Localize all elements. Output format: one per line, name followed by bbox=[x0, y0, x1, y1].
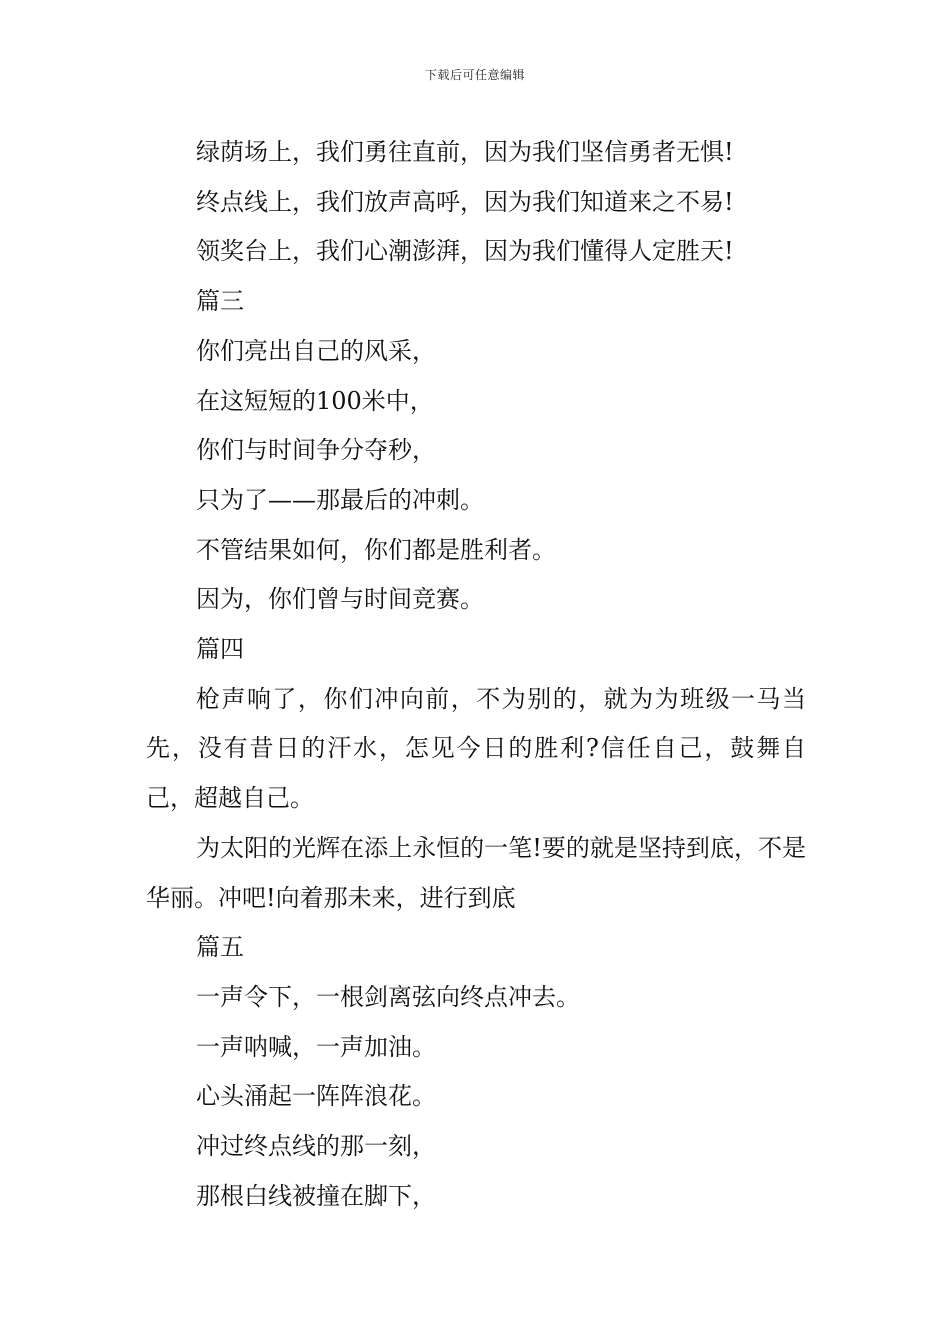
text-line: 你们亮出自己的风采， bbox=[196, 336, 436, 365]
text-line: 心头涌起一阵阵浪花。 bbox=[196, 1082, 436, 1111]
document-body bbox=[146, 128, 806, 1221]
section-heading-5: 篇五 bbox=[196, 933, 244, 962]
text-line: 不管结果如何，你们都是胜利者。 bbox=[196, 535, 556, 564]
text-line: 那根白线被撞在脚下， bbox=[196, 1181, 436, 1210]
section-heading-4: 篇四 bbox=[196, 635, 244, 664]
text-line: 一声令下，一根剑离弦向终点冲去。 bbox=[196, 982, 580, 1011]
text-line: 终点线上，我们放声高呼，因为我们知道来之不易! bbox=[196, 187, 734, 216]
text-line: 因为，你们曾与时间竞赛。 bbox=[196, 585, 484, 614]
text-line: 领奖台上，我们心潮澎湃，因为我们懂得人定胜天! bbox=[196, 237, 734, 266]
section-heading-3: 篇三 bbox=[196, 287, 244, 316]
text-line: 只为了——那最后的冲刺。 bbox=[196, 485, 484, 514]
header-note: 下载后可任意编辑 bbox=[424, 68, 525, 82]
text-line: 一声呐喊，一声加油。 bbox=[196, 1032, 436, 1061]
text-line: 你们与时间争分夺秒， bbox=[196, 436, 436, 465]
text-line: 冲过终点线的那一刻， bbox=[196, 1132, 436, 1161]
paragraph: 为太阳的光辉在添上永恒的一笔!要的就是坚持到底，不是华丽。冲吧!向着那未来，进行到底 bbox=[146, 833, 806, 912]
text-line: 绿荫场上，我们勇往直前，因为我们坚信勇者无惧! bbox=[196, 138, 734, 166]
text-line: 在这短短的100米中， bbox=[196, 386, 434, 415]
paragraph: 枪声响了，你们冲向前，不为别的，就为为班级一马当先，没有昔日的汗水，怎见今日的胜利?信任自己，鼓舞自己，超越自己。 bbox=[146, 684, 806, 813]
